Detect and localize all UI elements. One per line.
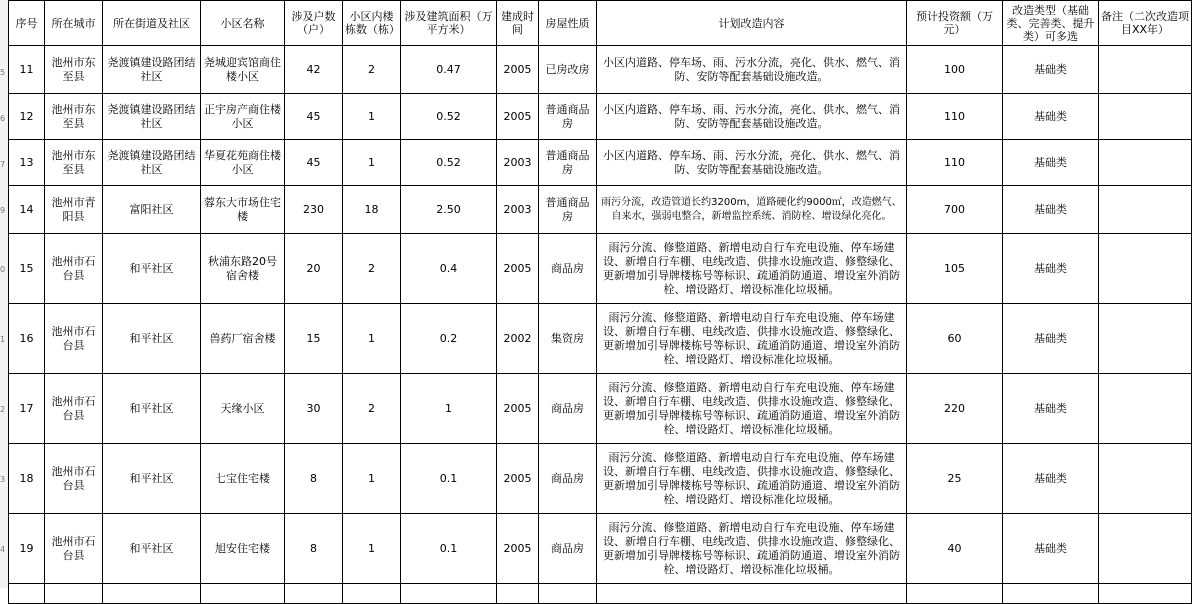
- seq-cell[interactable]: 19: [9, 514, 45, 584]
- buildings-cell[interactable]: 1: [343, 140, 401, 186]
- nature-cell[interactable]: 商品房: [539, 514, 597, 584]
- households-cell[interactable]: 20: [285, 234, 343, 304]
- note-cell[interactable]: [1099, 514, 1192, 584]
- type-cell[interactable]: 基础类: [1003, 234, 1099, 304]
- community-cell[interactable]: 和平社区: [103, 514, 201, 584]
- seq-cell[interactable]: 17: [9, 374, 45, 444]
- seq-cell[interactable]: 11: [9, 46, 45, 94]
- row-number[interactable]: 6: [0, 114, 6, 123]
- buildings-cell[interactable]: 18: [343, 186, 401, 234]
- investment-cell[interactable]: 220: [907, 374, 1003, 444]
- note-cell[interactable]: [1099, 140, 1192, 186]
- header-cell[interactable]: 预计投资额（万元）: [907, 1, 1003, 46]
- content-cell[interactable]: 小区内道路、停车场、雨、污水分流，亮化、供水、燃气、消防、安防等配套基础设施改造。: [597, 140, 907, 186]
- households-cell[interactable]: 8: [285, 514, 343, 584]
- content-cell[interactable]: 雨污分流、修整道路、新增电动自行车充电设施、停车场建设、新增自行车棚、电线改造、供排水设施改造、修整绿化、更新增加引导牌楼栋号等标识、疏通消防通道、增设室外消防栓、增设路灯、增设标准化垃圾桶。: [597, 374, 907, 444]
- nature-cell[interactable]: 集资房: [539, 304, 597, 374]
- area-cell[interactable]: 0.52: [401, 94, 497, 140]
- row-number[interactable]: 5: [0, 68, 6, 77]
- note-cell[interactable]: [1099, 186, 1192, 234]
- investment-cell[interactable]: 40: [907, 514, 1003, 584]
- nature-cell[interactable]: 普通商品房: [539, 140, 597, 186]
- nature-cell[interactable]: 普通商品房: [539, 186, 597, 234]
- row-number[interactable]: 0: [0, 265, 6, 274]
- header-cell[interactable]: 房屋性质: [539, 1, 597, 46]
- year-cell[interactable]: 2002: [497, 304, 539, 374]
- nature-cell[interactable]: 普通商品房: [539, 94, 597, 140]
- empty-cell[interactable]: [45, 584, 103, 604]
- type-cell[interactable]: 基础类: [1003, 46, 1099, 94]
- table-row: [9, 374, 1192, 444]
- city-cell[interactable]: 池州市石台县: [45, 374, 103, 444]
- content-cell[interactable]: 小区内道路、停车场、雨、污水分流，亮化、供水、燃气、消防、安防等配套基础设施改造。: [597, 94, 907, 140]
- community-cell[interactable]: 尧渡镇建设路团结社区: [103, 46, 201, 94]
- row-number[interactable]: 2: [0, 405, 6, 414]
- buildings-cell[interactable]: 1: [343, 444, 401, 514]
- households-cell[interactable]: 42: [285, 46, 343, 94]
- buildings-cell[interactable]: 2: [343, 374, 401, 444]
- note-cell[interactable]: [1099, 374, 1192, 444]
- city-cell[interactable]: 池州市东至县: [45, 94, 103, 140]
- households-cell[interactable]: 8: [285, 444, 343, 514]
- name-cell[interactable]: 旭安住宅楼: [201, 514, 285, 584]
- header-cell[interactable]: 小区内楼栋数（栋）: [343, 1, 401, 46]
- name-cell[interactable]: 兽药厂宿舍楼: [201, 304, 285, 374]
- buildings-cell[interactable]: 1: [343, 514, 401, 584]
- community-cell[interactable]: 和平社区: [103, 374, 201, 444]
- type-cell[interactable]: 基础类: [1003, 186, 1099, 234]
- note-cell[interactable]: [1099, 46, 1192, 94]
- empty-cell[interactable]: [285, 584, 343, 604]
- type-cell[interactable]: 基础类: [1003, 444, 1099, 514]
- area-cell[interactable]: 0.4: [401, 234, 497, 304]
- year-cell[interactable]: 2005: [497, 94, 539, 140]
- city-cell[interactable]: 池州市石台县: [45, 304, 103, 374]
- community-cell[interactable]: 和平社区: [103, 234, 201, 304]
- community-cell[interactable]: 和平社区: [103, 304, 201, 374]
- nature-cell[interactable]: 商品房: [539, 444, 597, 514]
- row-number[interactable]: 9: [0, 206, 6, 215]
- table-row: [9, 140, 1192, 186]
- header-cell[interactable]: 改造类型（基础类、完善类、提升类）可多选: [1003, 1, 1099, 46]
- table-row: [9, 444, 1192, 514]
- community-cell[interactable]: 富阳社区: [103, 186, 201, 234]
- seq-cell[interactable]: 18: [9, 444, 45, 514]
- empty-cell[interactable]: [497, 584, 539, 604]
- investment-cell[interactable]: 110: [907, 140, 1003, 186]
- community-cell[interactable]: 尧渡镇建设路团结社区: [103, 140, 201, 186]
- content-cell[interactable]: 雨污分流、修整道路、新增电动自行车充电设施、停车场建设、新增自行车棚、电线改造、供排水设施改造、修整绿化、更新增加引导牌楼栋号等标识、疏通消防通道、增设室外消防栓、增设路灯、增设标准化垃圾桶。: [597, 514, 907, 584]
- type-cell[interactable]: 基础类: [1003, 304, 1099, 374]
- buildings-cell[interactable]: 2: [343, 234, 401, 304]
- row-number[interactable]: 1: [0, 335, 6, 344]
- households-cell[interactable]: 45: [285, 140, 343, 186]
- nature-cell[interactable]: 商品房: [539, 234, 597, 304]
- year-cell[interactable]: 2005: [497, 234, 539, 304]
- year-cell[interactable]: 2003: [497, 186, 539, 234]
- nature-cell[interactable]: 已房改房: [539, 46, 597, 94]
- area-cell[interactable]: 0.1: [401, 514, 497, 584]
- table-row: [9, 94, 1192, 140]
- buildings-cell[interactable]: 2: [343, 46, 401, 94]
- name-cell[interactable]: 正宇房产商住楼小区: [201, 94, 285, 140]
- header-cell[interactable]: 建成时间: [497, 1, 539, 46]
- empty-cell[interactable]: [103, 584, 201, 604]
- investment-cell[interactable]: 105: [907, 234, 1003, 304]
- empty-cell[interactable]: [539, 584, 597, 604]
- empty-cell[interactable]: [1003, 584, 1099, 604]
- row-number[interactable]: 7: [0, 160, 6, 169]
- empty-cell[interactable]: [343, 584, 401, 604]
- city-cell[interactable]: 池州市东至县: [45, 140, 103, 186]
- renovation-project-table: [8, 0, 1192, 604]
- year-cell[interactable]: 2003: [497, 140, 539, 186]
- content-cell[interactable]: 雨污分流、修整道路、新增电动自行车充电设施、停车场建设、新增自行车棚、电线改造、供排水设施改造、修整绿化、更新增加引导牌楼栋号等标识、疏通消防通道、增设室外消防栓、增设路灯、增设标准化垃圾桶。: [597, 444, 907, 514]
- year-cell[interactable]: 2005: [497, 374, 539, 444]
- header-cell[interactable]: 计划改造内容: [597, 1, 907, 46]
- area-cell[interactable]: 0.2: [401, 304, 497, 374]
- name-cell[interactable]: 尧城迎宾馆商住楼小区: [201, 46, 285, 94]
- empty-cell[interactable]: [1099, 584, 1192, 604]
- content-cell[interactable]: 小区内道路、停车场、雨、污水分流，亮化、供水、燃气、消防、安防等配套基础设施改造。: [597, 46, 907, 94]
- name-cell[interactable]: 蓉东大市场住宅楼: [201, 186, 285, 234]
- note-cell[interactable]: [1099, 94, 1192, 140]
- investment-cell[interactable]: 110: [907, 94, 1003, 140]
- empty-cell[interactable]: [401, 584, 497, 604]
- row-number[interactable]: 3: [0, 475, 6, 484]
- table-row: [9, 304, 1192, 374]
- empty-cell[interactable]: [907, 584, 1003, 604]
- name-cell[interactable]: 七宝住宅楼: [201, 444, 285, 514]
- community-cell[interactable]: 尧渡镇建设路团结社区: [103, 94, 201, 140]
- name-cell[interactable]: 华夏花苑商住楼小区: [201, 140, 285, 186]
- empty-cell[interactable]: [597, 584, 907, 604]
- seq-cell[interactable]: 15: [9, 234, 45, 304]
- city-cell[interactable]: 池州市石台县: [45, 444, 103, 514]
- table-row: [9, 46, 1192, 94]
- name-cell[interactable]: 天缘小区: [201, 374, 285, 444]
- content-cell[interactable]: 雨污分流、修整道路、新增电动自行车充电设施、停车场建设、新增自行车棚、电线改造、供排水设施改造、修整绿化、更新增加引导牌楼栋号等标识、疏通消防通道、增设室外消防栓、增设路灯、增设标准化垃圾桶。: [597, 234, 907, 304]
- year-cell[interactable]: 2005: [497, 46, 539, 94]
- area-cell[interactable]: 1: [401, 374, 497, 444]
- city-cell[interactable]: 池州市东至县: [45, 46, 103, 94]
- name-cell[interactable]: 秋浦东路20号宿舍楼: [201, 234, 285, 304]
- buildings-cell[interactable]: 1: [343, 304, 401, 374]
- year-cell[interactable]: 2005: [497, 444, 539, 514]
- investment-cell[interactable]: 25: [907, 444, 1003, 514]
- area-cell[interactable]: 0.1: [401, 444, 497, 514]
- households-cell[interactable]: 230: [285, 186, 343, 234]
- empty-cell[interactable]: [9, 584, 45, 604]
- header-row: [9, 1, 1192, 46]
- buildings-cell[interactable]: 1: [343, 94, 401, 140]
- table-row: [9, 234, 1192, 304]
- header-cell[interactable]: 所在城市: [45, 1, 103, 46]
- table-row: [9, 186, 1192, 234]
- empty-cell[interactable]: [201, 584, 285, 604]
- type-cell[interactable]: 基础类: [1003, 514, 1099, 584]
- investment-cell[interactable]: 60: [907, 304, 1003, 374]
- content-cell[interactable]: 雨污分流，改造管道长约3200m，道路硬化约9000㎡，改造燃气、自来水，强弱电整合，新增监控系统、消防栓、增设绿化亮化。: [597, 186, 907, 234]
- investment-cell[interactable]: 100: [907, 46, 1003, 94]
- area-cell[interactable]: 0.47: [401, 46, 497, 94]
- seq-cell[interactable]: 14: [9, 186, 45, 234]
- investment-cell[interactable]: 700: [907, 186, 1003, 234]
- header-cell[interactable]: 备注（二次改造项目XX年）: [1099, 1, 1192, 46]
- header-cell[interactable]: 序号: [9, 1, 45, 46]
- seq-cell[interactable]: 12: [9, 94, 45, 140]
- header-cell[interactable]: 涉及户数（户）: [285, 1, 343, 46]
- table-row-partial: [9, 584, 1192, 604]
- households-cell[interactable]: 45: [285, 94, 343, 140]
- content-cell[interactable]: 雨污分流、修整道路、新增电动自行车充电设施、停车场建设、新增自行车棚、电线改造、供排水设施改造、修整绿化、更新增加引导牌楼栋号等标识、疏通消防通道、增设室外消防栓、增设路灯、增设标准化垃圾桶。: [597, 304, 907, 374]
- type-cell[interactable]: 基础类: [1003, 374, 1099, 444]
- area-cell[interactable]: 2.50: [401, 186, 497, 234]
- year-cell[interactable]: 2005: [497, 514, 539, 584]
- type-cell[interactable]: 基础类: [1003, 140, 1099, 186]
- city-cell[interactable]: 池州市石台县: [45, 514, 103, 584]
- area-cell[interactable]: 0.52: [401, 140, 497, 186]
- seq-cell[interactable]: 13: [9, 140, 45, 186]
- seq-cell[interactable]: 16: [9, 304, 45, 374]
- header-cell[interactable]: 小区名称: [201, 1, 285, 46]
- type-cell[interactable]: 基础类: [1003, 94, 1099, 140]
- header-cell[interactable]: 所在街道及社区: [103, 1, 201, 46]
- city-cell[interactable]: 池州市青阳县: [45, 186, 103, 234]
- households-cell[interactable]: 30: [285, 374, 343, 444]
- header-cell[interactable]: 涉及建筑面积（万平方米）: [401, 1, 497, 46]
- community-cell[interactable]: 和平社区: [103, 444, 201, 514]
- city-cell[interactable]: 池州市石台县: [45, 234, 103, 304]
- row-number[interactable]: 4: [0, 545, 6, 554]
- note-cell[interactable]: [1099, 304, 1192, 374]
- nature-cell[interactable]: 商品房: [539, 374, 597, 444]
- households-cell[interactable]: 15: [285, 304, 343, 374]
- table-row: [9, 514, 1192, 584]
- note-cell[interactable]: [1099, 444, 1192, 514]
- note-cell[interactable]: [1099, 234, 1192, 304]
